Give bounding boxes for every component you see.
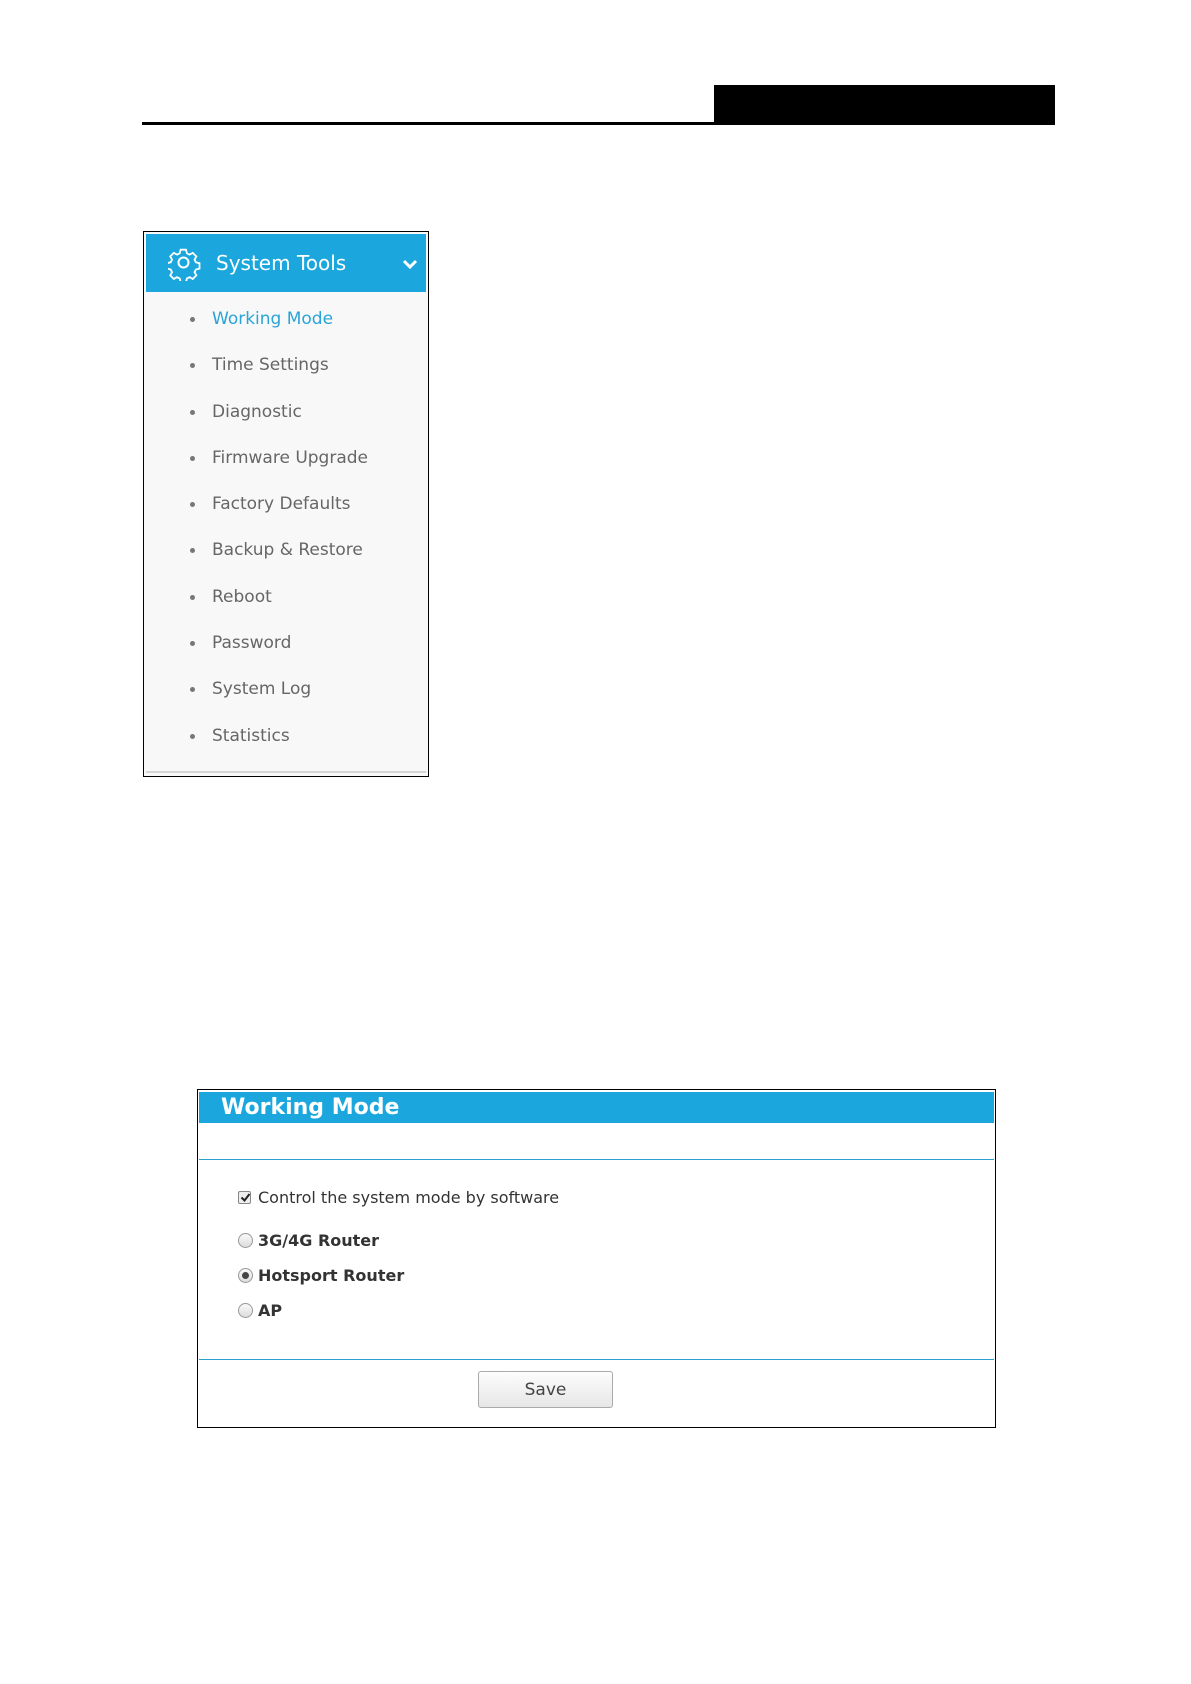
menu-item-label: Statistics	[212, 725, 290, 746]
menu-item-statistics[interactable]	[144, 726, 428, 772]
menu-item-label: Diagnostic	[212, 401, 302, 422]
save-button[interactable]: Save	[478, 1371, 613, 1408]
bullet	[190, 734, 195, 739]
menu-item-label: Backup & Restore	[212, 540, 363, 561]
panel-divider	[199, 1159, 994, 1160]
mode-radio[interactable]	[238, 1233, 253, 1248]
page-header-block	[714, 85, 1055, 125]
bullet	[190, 410, 195, 415]
mode-label: AP	[258, 1301, 283, 1320]
gear-icon	[168, 247, 202, 281]
menu-item-label: Password	[212, 633, 292, 654]
menu-item-password[interactable]	[144, 633, 428, 679]
menu-item-label: Time Settings	[212, 355, 329, 376]
menu-item-label: Working Mode	[212, 309, 334, 329]
menu-item-reboot[interactable]	[144, 587, 428, 633]
menu-item-system-log[interactable]	[144, 679, 428, 725]
bullet	[190, 317, 195, 322]
menu-item-label: Firmware Upgrade	[212, 447, 368, 468]
radio-selected-dot	[242, 1272, 249, 1279]
menu-header[interactable]	[146, 234, 426, 292]
menu-item-backup-restore[interactable]	[144, 540, 428, 586]
bullet	[190, 363, 195, 368]
bullet	[190, 687, 195, 692]
menu-item-label: Reboot	[212, 586, 272, 607]
menu-bottom-divider	[146, 771, 426, 773]
menu-item-firmware-upgrade[interactable]	[144, 448, 428, 494]
panel-title: Working Mode	[221, 1095, 400, 1120]
menu-list	[144, 309, 428, 772]
mode-label: Hotsport Router	[258, 1266, 405, 1285]
mode-label: 3G/4G Router	[258, 1231, 380, 1250]
bullet	[190, 641, 195, 646]
system-tools-menu	[143, 231, 429, 777]
menu-item-diagnostic[interactable]	[144, 402, 428, 448]
panel-header	[199, 1092, 994, 1123]
chevron-down-icon[interactable]	[402, 258, 418, 270]
mode-radio[interactable]	[238, 1303, 253, 1318]
menu-item-label: Factory Defaults	[212, 494, 351, 515]
menu-item-label: System Log	[212, 679, 312, 700]
menu-item-factory-defaults[interactable]	[144, 494, 428, 540]
bullet	[190, 548, 195, 553]
menu-item-working-mode[interactable]	[144, 309, 428, 355]
software-control-checkbox[interactable]	[238, 1191, 251, 1204]
bullet	[190, 595, 195, 600]
checkmark-icon	[240, 1192, 251, 1203]
software-control-label: Control the system mode by software	[258, 1188, 560, 1207]
working-mode-panel	[197, 1089, 996, 1428]
panel-divider	[199, 1359, 994, 1360]
menu-item-time-settings[interactable]	[144, 355, 428, 401]
bullet	[190, 502, 195, 507]
mode-radio[interactable]	[238, 1268, 253, 1283]
menu-title: System Tools	[216, 251, 347, 275]
bullet	[190, 456, 195, 461]
